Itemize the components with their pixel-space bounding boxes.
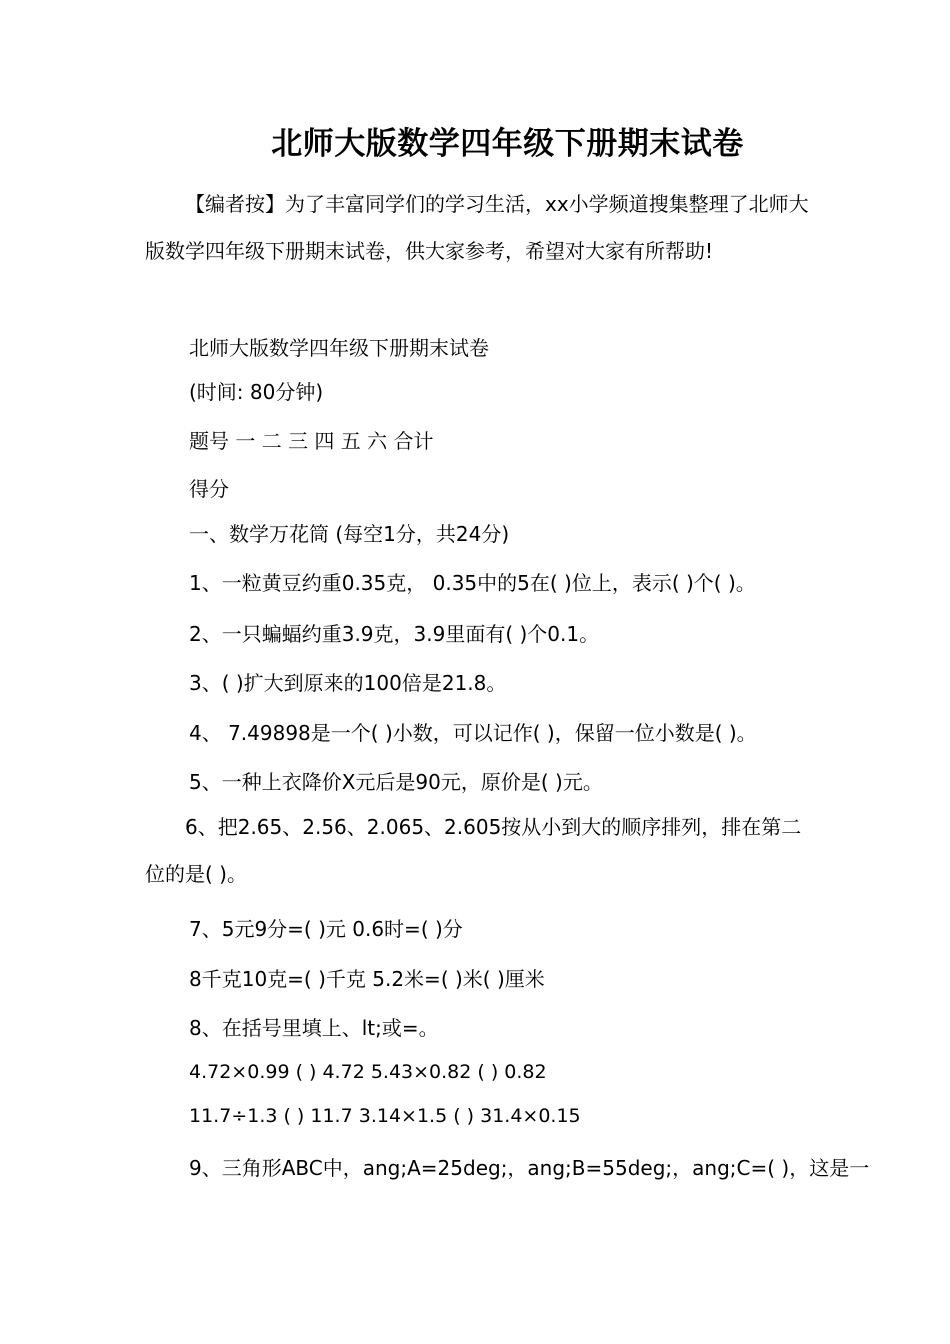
exam-time: (时间: 80分钟) — [189, 380, 324, 404]
question-1: 1、一粒黄豆约重0.35克， 0.35中的5在( )位上，表示( )个( )。 — [189, 571, 756, 595]
question-2: 2、一只蝙蝠约重3.9克，3.9里面有( )个0.1。 — [189, 622, 600, 646]
document-title: 北师大版数学四年级下册期末试卷 — [271, 126, 744, 162]
intro-paragraph: 【编者按】为了丰富同学们的学习生活，xx小学频道搜集整理了北师大版数学四年级下册期末试卷，供大家参考，希望对大家有所帮助! — [145, 192, 809, 263]
score-label: 得分 — [189, 477, 229, 501]
question-8-row-1: 4.72×0.99 ( ) 4.72 5.43×0.82 ( ) 0.82 — [189, 1061, 547, 1083]
question-5: 5、一种上衣降价X元后是90元，原价是( )元。 — [189, 770, 603, 794]
question-8-row-2: 11.7÷1.3 ( ) 11.7 3.14×1.5 ( ) 31.4×0.15 — [189, 1105, 581, 1127]
question-7-part-2: 8千克10克=( )千克 5.2米=( )米( )厘米 — [189, 967, 545, 991]
exam-subtitle: 北师大版数学四年级下册期末试卷 — [189, 336, 489, 360]
question-6: 6、把2.65、2.56、2.065、2.605按从小到大的顺序排列，排在第二位的是( )。 — [145, 815, 802, 886]
section-heading-1: 一、数学万花筒 (每空1分，共24分) — [189, 522, 510, 546]
question-8: 8、在括号里填上、lt;或=。 — [189, 1016, 439, 1040]
question-4: 4、 7.49898是一个( )小数，可以记作( )，保留一位小数是( )。 — [189, 721, 757, 745]
question-9: 9、三角形ABC中，ang;A=25deg;，ang;B=55deg;，ang;C=( )，这是一 — [189, 1156, 870, 1180]
question-7: 7、5元9分=( )元 0.6时=( )分 — [189, 917, 463, 941]
question-3: 3、( )扩大到原来的100倍是21.8。 — [189, 671, 507, 695]
score-table-header: 题号 一 二 三 四 五 六 合计 — [189, 429, 434, 453]
